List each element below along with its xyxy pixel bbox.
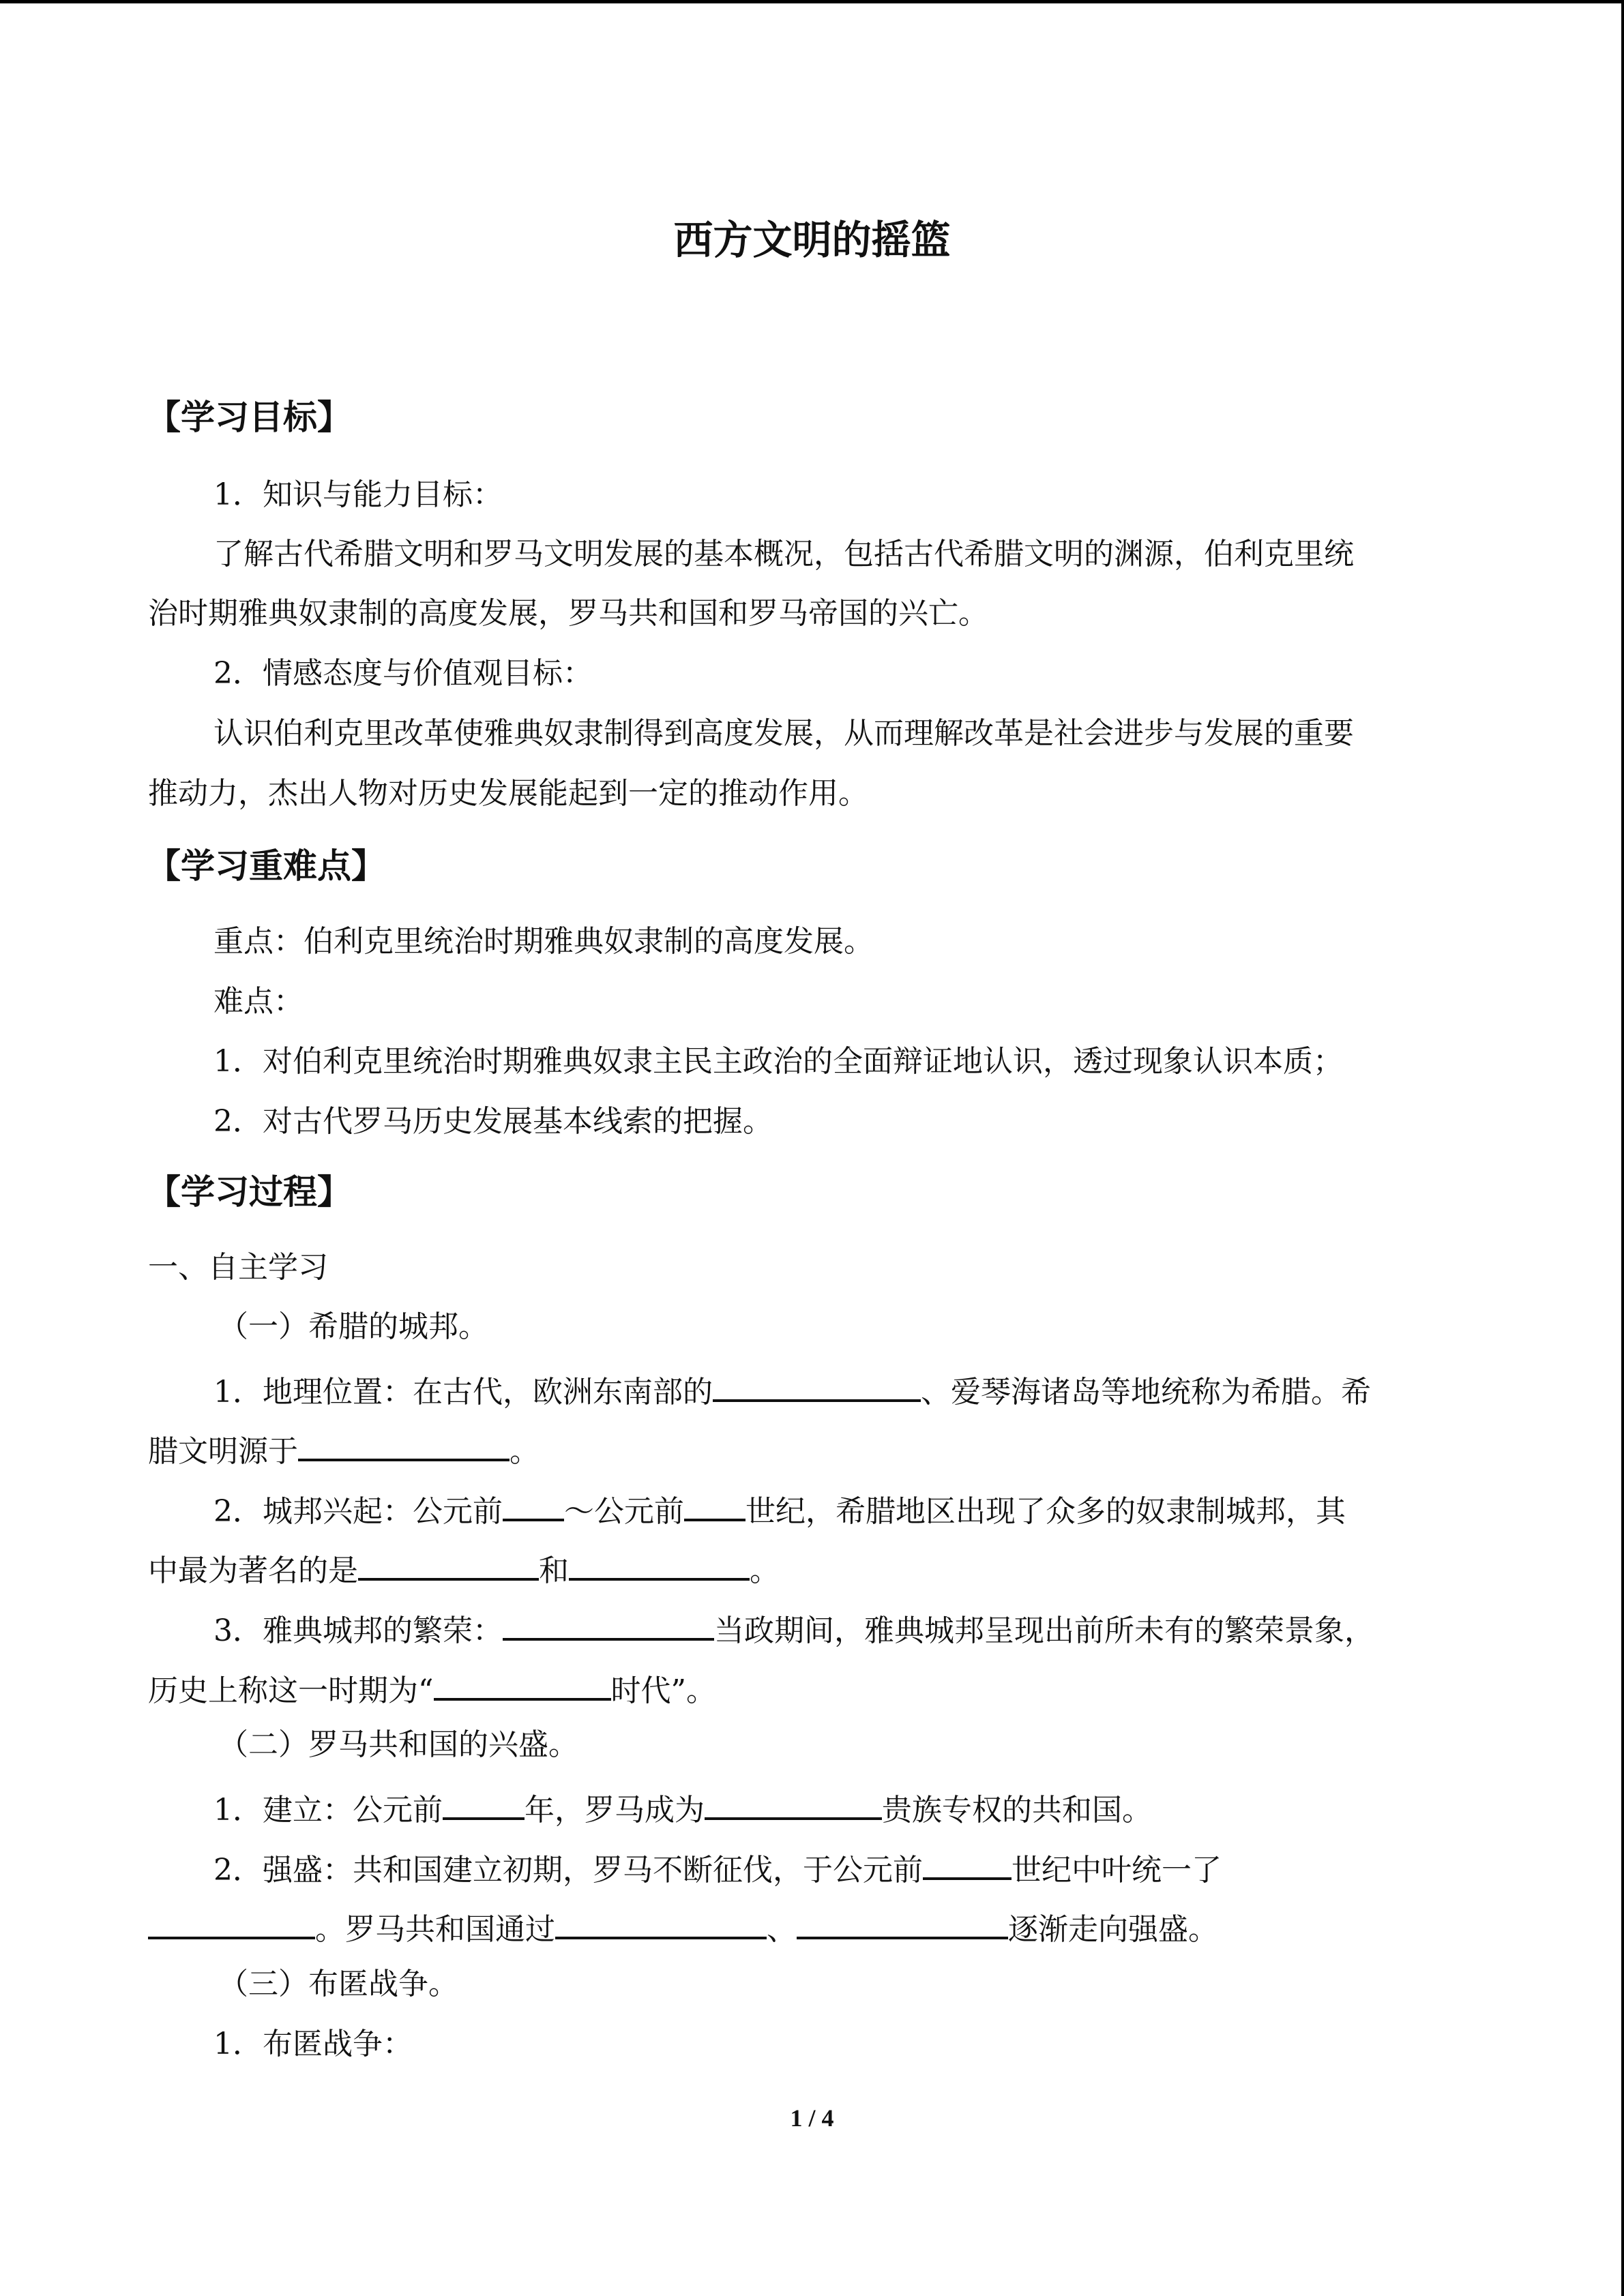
answer-blank[interactable]	[503, 1489, 564, 1521]
section-goals-heading: 【学习目标】	[147, 398, 351, 437]
question-1-3-line-2	[148, 1668, 716, 1709]
answer-blank[interactable]	[713, 1369, 921, 1402]
answer-blank[interactable]	[555, 1907, 767, 1939]
question-text: 历史上称这一时期为“	[148, 1673, 434, 1708]
self-study-heading: 一、自主学习	[148, 1250, 328, 1285]
question-text: 。	[750, 1553, 780, 1588]
question-text: 时代”。	[610, 1673, 716, 1708]
part-1-heading: （一）希腊的城邦。	[218, 1309, 488, 1344]
answer-blank[interactable]	[797, 1907, 1008, 1939]
part-2-heading: （二）罗马共和国的兴盛。	[218, 1727, 578, 1762]
question-text: 世纪中叶统一了	[1012, 1853, 1222, 1888]
question-text: 当政期间，雅典城邦呈现出前所未有的繁荣景象，	[714, 1613, 1374, 1648]
question-text: 贵族专权的共和国。	[882, 1793, 1152, 1828]
question-text: 。罗马共和国通过	[315, 1912, 555, 1947]
page-number: 1 / 4	[790, 2104, 834, 2132]
answer-blank[interactable]	[503, 1608, 714, 1641]
question-text: 中最为著名的是	[148, 1553, 358, 1588]
question-1-1-line-1	[213, 1369, 1371, 1410]
answer-blank[interactable]	[684, 1489, 745, 1521]
question-text: 、	[767, 1912, 797, 1947]
question-3-1: 1．布匿战争：	[213, 2027, 413, 2061]
part-3-heading: （三）布匿战争。	[218, 1967, 458, 2001]
question-text: 和	[539, 1553, 569, 1588]
question-text: 2．城邦兴起：公元前	[213, 1494, 503, 1529]
question-text: ～公元前	[564, 1494, 684, 1529]
question-2-1	[213, 1787, 1152, 1828]
answer-blank[interactable]	[443, 1787, 525, 1820]
question-1-2-line-1	[213, 1489, 1346, 1530]
goal-1-text-line-1: 了解古代希腊文明和罗马文明发展的基本概况，包括古代希腊文明的渊源，伯利克里统	[213, 537, 1354, 571]
question-1-2-line-2	[148, 1548, 780, 1589]
question-1-1-line-2	[148, 1429, 540, 1470]
answer-blank[interactable]	[569, 1548, 750, 1581]
question-text: 。	[510, 1434, 540, 1469]
difficult-point-label: 难点：	[213, 984, 304, 1019]
question-2-2-line-1	[213, 1847, 1222, 1888]
goal-2-heading: 2．情感态度与价值观目标：	[213, 656, 593, 691]
question-text: 世纪，希腊地区出现了众多的奴隶制城邦，其	[745, 1494, 1346, 1529]
goal-1-text-line-2: 治时期雅典奴隶制的高度发展，罗马共和国和罗马帝国的兴亡。	[148, 596, 988, 631]
difficult-point-2: 2．对古代罗马历史发展基本线索的把握。	[213, 1104, 773, 1139]
question-text: 年，罗马成为	[525, 1793, 705, 1828]
top-border	[0, 0, 1624, 3]
section-process-heading: 【学习过程】	[147, 1172, 351, 1212]
difficult-point-1: 1．对伯利克里统治时期雅典奴隶主民主政治的全面辩证地认识，透过现象认识本质；	[213, 1044, 1343, 1079]
goal-2-text-line-1: 认识伯利克里改革使雅典奴隶制得到高度发展，从而理解改革是社会进步与发展的重要	[213, 716, 1354, 751]
answer-blank[interactable]	[358, 1548, 539, 1581]
page-title: 西方文明的摇篮	[673, 217, 951, 263]
goal-2-text-line-2: 推动力，杰出人物对历史发展能起到一定的推动作用。	[148, 776, 868, 811]
question-text: 、爱琴海诸岛等地统称为希腊。希	[921, 1375, 1371, 1410]
question-text: 3．雅典城邦的繁荣：	[213, 1613, 503, 1648]
question-text: 逐渐走向强盛。	[1008, 1912, 1218, 1947]
answer-blank[interactable]	[705, 1787, 882, 1820]
answer-blank[interactable]	[298, 1429, 510, 1461]
section-key-heading: 【学习重难点】	[147, 846, 385, 886]
answer-blank[interactable]	[923, 1847, 1012, 1880]
question-text: 1．地理位置：在古代，欧洲东南部的	[213, 1375, 713, 1410]
question-text: 1．建立：公元前	[213, 1793, 443, 1828]
question-2-2-line-2	[148, 1907, 1218, 1948]
question-text: 2．强盛：共和国建立初期，罗马不断征伐，于公元前	[213, 1853, 923, 1888]
right-border	[1621, 0, 1624, 2296]
key-point: 重点：伯利克里统治时期雅典奴隶制的高度发展。	[213, 924, 874, 959]
answer-blank[interactable]	[148, 1907, 315, 1939]
answer-blank[interactable]	[434, 1668, 611, 1701]
goal-1-heading: 1．知识与能力目标：	[213, 477, 503, 512]
question-1-3-line-1	[213, 1608, 1374, 1649]
question-text: 腊文明源于	[148, 1434, 298, 1469]
